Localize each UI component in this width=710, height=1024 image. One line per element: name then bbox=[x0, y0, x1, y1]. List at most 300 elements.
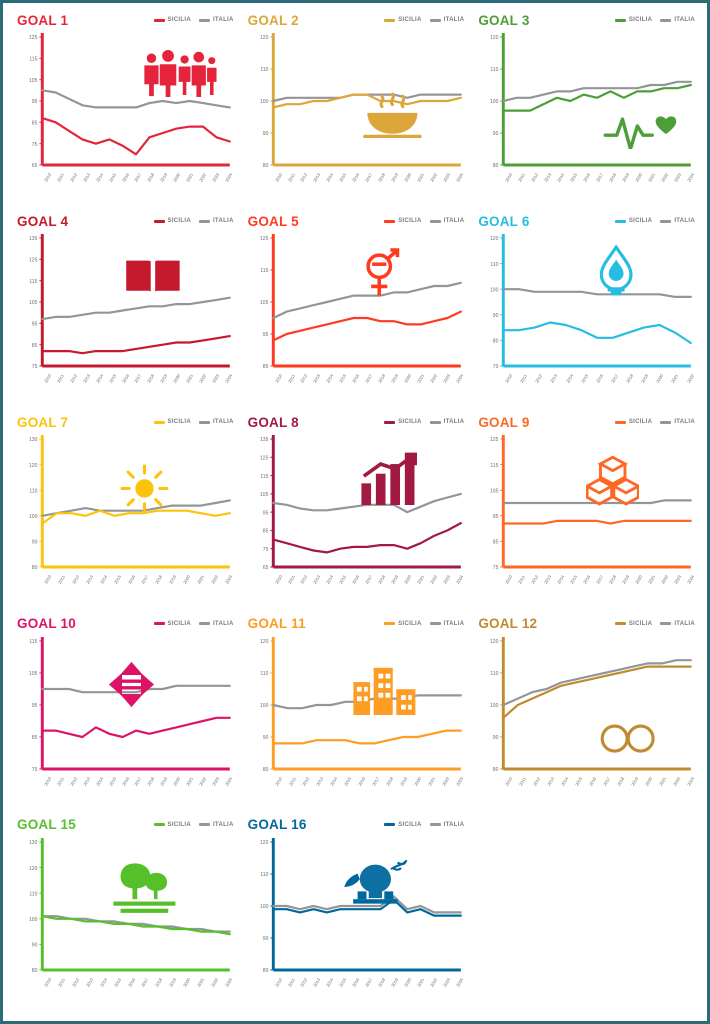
svg-text:75: 75 bbox=[31, 766, 38, 773]
legend-item-italia bbox=[430, 419, 465, 425]
legend-swatch-sicilia bbox=[615, 421, 626, 424]
legend-swatch-italia bbox=[660, 622, 671, 625]
x-axis-label: 2020 bbox=[172, 373, 182, 384]
legend-swatch-italia bbox=[660, 421, 671, 424]
x-axis-label: 2022 bbox=[210, 977, 220, 988]
svg-text:115: 115 bbox=[259, 268, 269, 275]
x-axis-label: 2011 bbox=[287, 775, 297, 787]
x-axis bbox=[273, 373, 465, 384]
legend-item-italia bbox=[430, 17, 465, 23]
x-axis-label: 2015 bbox=[107, 172, 117, 183]
x-axis bbox=[504, 172, 695, 183]
legend-item-italia bbox=[430, 218, 465, 224]
svg-text:100: 100 bbox=[259, 702, 269, 709]
x-axis-label: 2024 bbox=[224, 172, 234, 183]
legend-item-italia bbox=[430, 621, 465, 627]
svg-text:75: 75 bbox=[262, 547, 269, 554]
x-axis-label: 2023 bbox=[455, 775, 465, 787]
svg-text:75: 75 bbox=[31, 141, 38, 148]
legend-label-sicilia: SICILIA bbox=[398, 419, 422, 426]
svg-text:130: 130 bbox=[28, 839, 38, 847]
chart-card-goal-12 bbox=[472, 613, 699, 814]
legend-label-italia: ITALIA bbox=[212, 218, 234, 225]
svg-text:80: 80 bbox=[493, 766, 499, 773]
x-axis-label: 2018 bbox=[615, 775, 625, 787]
svg-text:125: 125 bbox=[28, 35, 38, 42]
x-axis-label: 2018 bbox=[146, 172, 156, 183]
x-axis-label: 2016 bbox=[120, 373, 130, 384]
x-axis-label: 2018 bbox=[154, 574, 164, 586]
x-axis-label: 2018 bbox=[607, 574, 617, 586]
legend-item-sicilia bbox=[384, 621, 421, 627]
x-axis-label: 2017 bbox=[601, 775, 611, 787]
x-axis-label: 2018 bbox=[146, 373, 156, 384]
x-axis-label: 2010 bbox=[504, 373, 514, 384]
x-axis-label: 2012 bbox=[534, 373, 544, 384]
svg-text:135: 135 bbox=[28, 236, 38, 243]
x-axis-label: 2015 bbox=[569, 574, 579, 586]
plot-area bbox=[244, 230, 467, 384]
x-axis-label: 2014 bbox=[556, 172, 566, 183]
plot-area bbox=[244, 633, 467, 787]
legend-item-sicilia bbox=[615, 621, 652, 627]
chart-grid bbox=[11, 9, 699, 1015]
plot-area bbox=[244, 431, 467, 586]
x-axis-label: 2022 bbox=[210, 574, 220, 586]
x-axis-label: 2017 bbox=[594, 172, 604, 183]
svg-text:110: 110 bbox=[490, 67, 499, 74]
svg-text:90: 90 bbox=[31, 539, 38, 547]
x-axis-label: 2020 bbox=[413, 775, 423, 787]
svg-text:80: 80 bbox=[262, 766, 269, 773]
legend-label-italia: ITALIA bbox=[443, 419, 465, 426]
legend-label-italia: ITALIA bbox=[443, 821, 465, 828]
x-axis-label: 2012 bbox=[70, 574, 80, 586]
x-axis-label: 2010 bbox=[273, 977, 283, 988]
x-axis-label: 2020 bbox=[182, 574, 192, 586]
x-axis bbox=[504, 574, 695, 586]
x-axis-label: 2024 bbox=[455, 977, 465, 988]
x-axis-label: 2021 bbox=[670, 373, 680, 384]
goal-title: GOAL 10 bbox=[17, 616, 76, 632]
x-axis-label: 2023 bbox=[224, 977, 234, 988]
x-axis-label: 2013 bbox=[549, 373, 559, 384]
svg-text:125: 125 bbox=[28, 257, 38, 264]
x-axis-label: 2021 bbox=[185, 775, 195, 787]
x-axis-label: 2017 bbox=[140, 574, 150, 586]
x-axis-label: 2015 bbox=[107, 775, 117, 787]
x-axis-label: 2023 bbox=[442, 574, 452, 586]
svg-text:80: 80 bbox=[262, 967, 269, 975]
plot-area bbox=[13, 230, 236, 384]
legend-item-sicilia bbox=[154, 17, 191, 23]
x-axis bbox=[43, 977, 234, 988]
svg-text:95: 95 bbox=[262, 332, 269, 339]
svg-text:105: 105 bbox=[28, 670, 38, 677]
legend-item-sicilia bbox=[154, 621, 191, 627]
svg-text:75: 75 bbox=[493, 565, 499, 572]
legend-item-sicilia bbox=[384, 419, 421, 425]
x-axis-label: 2023 bbox=[672, 172, 682, 183]
x-axis-label: 2014 bbox=[325, 172, 335, 183]
legend-item-sicilia bbox=[615, 17, 652, 23]
legend-label-italia: ITALIA bbox=[443, 620, 465, 627]
x-axis-label: 2017 bbox=[364, 977, 374, 988]
svg-text:130: 130 bbox=[28, 437, 38, 444]
legend-label-italia: ITALIA bbox=[443, 17, 465, 23]
x-axis-label: 2010 bbox=[504, 775, 514, 787]
legend-label-italia: ITALIA bbox=[674, 620, 695, 627]
x-axis-label: 2014 bbox=[325, 373, 335, 384]
x-axis-label: 2018 bbox=[607, 172, 617, 183]
svg-text:105: 105 bbox=[490, 488, 499, 495]
x-axis-label: 2010 bbox=[43, 373, 53, 384]
x-axis bbox=[43, 373, 234, 384]
goal-title: GOAL 16 bbox=[247, 817, 307, 833]
svg-text:80: 80 bbox=[493, 163, 499, 170]
goal-title: GOAL 5 bbox=[247, 213, 299, 229]
x-axis-label: 2022 bbox=[659, 172, 669, 183]
legend-item-italia bbox=[199, 17, 234, 23]
x-axis-label: 2017 bbox=[371, 775, 381, 787]
legend-swatch-sicilia bbox=[384, 19, 395, 22]
x-axis-label: 2023 bbox=[211, 373, 221, 384]
x-axis-label: 2024 bbox=[224, 775, 234, 787]
svg-text:85: 85 bbox=[31, 734, 38, 741]
x-axis-label: 2021 bbox=[646, 172, 656, 183]
x-axis-label: 2013 bbox=[543, 172, 553, 183]
legend-swatch-sicilia bbox=[154, 622, 165, 625]
x-axis-label: 2020 bbox=[403, 574, 413, 586]
x-axis-label: 2012 bbox=[301, 775, 311, 787]
x-axis-label: 2022 bbox=[429, 373, 439, 384]
legend-item-sicilia bbox=[615, 218, 652, 224]
x-axis-label: 2015 bbox=[338, 977, 348, 988]
svg-text:125: 125 bbox=[259, 236, 269, 243]
x-axis-label: 2016 bbox=[351, 977, 361, 988]
x-axis bbox=[273, 977, 465, 988]
x-axis bbox=[504, 373, 695, 384]
svg-text:110: 110 bbox=[490, 261, 499, 269]
x-axis-label: 2013 bbox=[315, 775, 325, 787]
legend-swatch-sicilia bbox=[384, 421, 395, 424]
x-axis-label: 2018 bbox=[154, 977, 164, 988]
x-axis-label: 2021 bbox=[196, 977, 206, 988]
x-axis-label: 2024 bbox=[455, 574, 465, 586]
chart-card-goal-15 bbox=[11, 814, 238, 1015]
x-axis-label: 2019 bbox=[168, 977, 178, 988]
chart-legend bbox=[615, 419, 695, 425]
x-axis-label: 2023 bbox=[672, 574, 682, 586]
svg-text:70: 70 bbox=[493, 364, 499, 371]
svg-text:85: 85 bbox=[31, 120, 38, 127]
legend-label-sicilia: SICILIA bbox=[398, 218, 422, 225]
x-axis-label: 2012 bbox=[68, 775, 78, 787]
svg-text:100: 100 bbox=[28, 916, 38, 923]
legend-item-italia bbox=[660, 621, 695, 627]
chart-card-goal-8 bbox=[242, 411, 469, 612]
x-axis-label: 2021 bbox=[185, 172, 195, 183]
x-axis-label: 2016 bbox=[120, 775, 130, 787]
legend-item-sicilia bbox=[384, 17, 421, 23]
x-axis-label: 2020 bbox=[633, 172, 643, 183]
x-axis-label: 2024 bbox=[224, 373, 234, 384]
x-axis-label: 2019 bbox=[399, 775, 409, 787]
x-axis-label: 2020 bbox=[182, 977, 192, 988]
x-axis-label: 2017 bbox=[133, 172, 143, 183]
goal-title: GOAL 4 bbox=[17, 213, 69, 229]
goal-title: GOAL 15 bbox=[17, 817, 76, 833]
x-axis-label: 2012 bbox=[530, 574, 540, 586]
svg-text:85: 85 bbox=[493, 539, 499, 547]
x-axis-label: 2017 bbox=[140, 977, 150, 988]
x-axis-label: 2014 bbox=[556, 574, 566, 586]
chart-legend bbox=[384, 822, 464, 828]
x-axis bbox=[43, 172, 234, 183]
svg-text:120: 120 bbox=[259, 35, 269, 42]
x-axis-label: 2021 bbox=[657, 775, 667, 787]
chart-header bbox=[244, 413, 467, 431]
svg-text:120: 120 bbox=[259, 839, 269, 847]
chart-header bbox=[13, 816, 236, 834]
svg-text:85: 85 bbox=[31, 343, 38, 350]
legend-label-sicilia: SICILIA bbox=[628, 620, 653, 627]
x-axis-label: 2021 bbox=[427, 775, 437, 787]
x-axis-label: 2022 bbox=[671, 775, 681, 787]
svg-text:85: 85 bbox=[262, 528, 269, 536]
x-axis-label: 2010 bbox=[273, 373, 283, 384]
x-axis-label: 2011 bbox=[56, 172, 65, 183]
x-axis bbox=[43, 775, 234, 787]
x-axis-label: 2012 bbox=[299, 977, 309, 988]
goal-title: GOAL 9 bbox=[478, 414, 530, 430]
x-axis-label: 2024 bbox=[455, 373, 465, 384]
x-axis-label: 2012 bbox=[299, 172, 309, 183]
x-axis-label: 2018 bbox=[377, 373, 387, 384]
x-axis-label: 2019 bbox=[640, 373, 650, 384]
legend-swatch-italia bbox=[660, 19, 671, 22]
x-axis-label: 2023 bbox=[442, 977, 452, 988]
svg-text:80: 80 bbox=[31, 967, 38, 975]
x-axis-label: 2016 bbox=[587, 775, 597, 787]
svg-text:115: 115 bbox=[259, 474, 269, 481]
x-axis-label: 2018 bbox=[377, 172, 387, 183]
x-axis-label: 2020 bbox=[655, 373, 665, 384]
chart-legend bbox=[384, 17, 464, 23]
x-axis-label: 2017 bbox=[133, 775, 143, 787]
goal-title: GOAL 8 bbox=[247, 414, 299, 430]
x-axis-label: 2021 bbox=[196, 574, 206, 586]
svg-text:90: 90 bbox=[262, 935, 269, 943]
plot-area bbox=[244, 29, 467, 183]
x-axis-label: 2011 bbox=[286, 574, 296, 586]
legend-item-italia bbox=[660, 419, 695, 425]
x-axis-label: 2014 bbox=[94, 775, 104, 787]
chart-card-goal-2 bbox=[242, 9, 469, 210]
x-axis-label: 2013 bbox=[312, 574, 322, 586]
x-axis-label: 2011 bbox=[56, 373, 65, 384]
chart-header bbox=[13, 413, 236, 431]
x-axis-label: 2013 bbox=[81, 775, 91, 787]
svg-text:95: 95 bbox=[262, 510, 269, 517]
x-axis-label: 2015 bbox=[112, 977, 122, 988]
x-axis-label: 2018 bbox=[146, 775, 156, 787]
x-axis bbox=[273, 172, 465, 183]
svg-text:120: 120 bbox=[490, 35, 499, 42]
svg-text:125: 125 bbox=[490, 437, 499, 444]
x-axis-label: 2012 bbox=[532, 775, 542, 787]
legend-swatch-italia bbox=[199, 19, 210, 22]
x-axis-label: 2010 bbox=[43, 172, 53, 183]
legend-item-sicilia bbox=[154, 218, 191, 224]
chart-header bbox=[13, 615, 236, 633]
x-axis-label: 2019 bbox=[390, 172, 400, 183]
plot-area bbox=[474, 633, 697, 787]
x-axis-label: 2015 bbox=[338, 373, 348, 384]
legend-label-italia: ITALIA bbox=[443, 218, 465, 225]
legend-item-italia bbox=[199, 419, 234, 425]
x-axis-label: 2010 bbox=[504, 172, 514, 183]
legend-swatch-italia bbox=[199, 421, 210, 424]
x-axis-label: 2019 bbox=[159, 373, 169, 384]
legend-item-italia bbox=[660, 218, 695, 224]
svg-text:110: 110 bbox=[259, 67, 269, 74]
x-axis-label: 2022 bbox=[441, 775, 451, 787]
svg-text:90: 90 bbox=[262, 734, 269, 741]
chart-card-goal-4 bbox=[11, 210, 238, 411]
x-axis-label: 2011 bbox=[57, 977, 66, 988]
svg-text:105: 105 bbox=[28, 300, 38, 307]
x-axis bbox=[43, 574, 234, 586]
x-axis-label: 2016 bbox=[351, 574, 361, 586]
x-axis bbox=[273, 574, 465, 586]
svg-text:100: 100 bbox=[490, 287, 499, 294]
x-axis-label: 2010 bbox=[43, 775, 53, 787]
plot-area bbox=[474, 230, 697, 384]
x-axis-label: 2011 bbox=[517, 172, 527, 183]
x-axis-label: 2014 bbox=[329, 775, 339, 787]
x-axis-label: 2022 bbox=[429, 172, 439, 183]
x-axis-label: 2013 bbox=[81, 373, 91, 384]
chart-legend bbox=[154, 822, 234, 828]
x-axis-label: 2016 bbox=[581, 574, 591, 586]
legend-swatch-sicilia bbox=[154, 823, 165, 826]
x-axis-label: 2010 bbox=[273, 574, 283, 586]
x-axis-label: 2017 bbox=[133, 373, 143, 384]
svg-text:120: 120 bbox=[28, 463, 38, 470]
chart-card-goal-5 bbox=[242, 210, 469, 411]
chart-legend bbox=[154, 218, 234, 224]
svg-text:95: 95 bbox=[493, 514, 499, 521]
x-axis-label: 2012 bbox=[299, 574, 309, 586]
svg-text:100: 100 bbox=[490, 99, 499, 106]
legend-swatch-italia bbox=[430, 220, 441, 223]
x-axis-label: 2020 bbox=[633, 574, 643, 586]
x-axis-label: 2017 bbox=[594, 574, 604, 586]
plot-area bbox=[13, 431, 236, 586]
chart-header bbox=[244, 615, 467, 633]
legend-label-sicilia: SICILIA bbox=[167, 17, 191, 23]
x-axis-label: 2011 bbox=[57, 574, 66, 586]
goal-title: GOAL 2 bbox=[247, 12, 299, 28]
legend-swatch-sicilia bbox=[154, 421, 165, 424]
x-axis-label: 2011 bbox=[286, 172, 296, 183]
x-axis-label: 2011 bbox=[517, 574, 527, 586]
x-axis-label: 2018 bbox=[377, 574, 387, 586]
x-axis-label: 2015 bbox=[569, 172, 579, 183]
legend-label-sicilia: SICILIA bbox=[398, 17, 422, 23]
legend-swatch-sicilia bbox=[154, 19, 165, 22]
x-axis-label: 2010 bbox=[43, 574, 53, 586]
x-axis-label: 2020 bbox=[403, 172, 413, 183]
x-axis-label: 2019 bbox=[390, 574, 400, 586]
x-axis-label: 2024 bbox=[685, 574, 695, 586]
svg-text:120: 120 bbox=[28, 865, 38, 872]
svg-text:110: 110 bbox=[29, 488, 38, 495]
x-axis-label: 2016 bbox=[126, 574, 136, 586]
svg-text:100: 100 bbox=[259, 903, 269, 911]
x-axis-label: 2016 bbox=[126, 977, 136, 988]
chart-header bbox=[13, 212, 236, 230]
x-axis-label: 2015 bbox=[338, 172, 348, 183]
x-axis-label: 2014 bbox=[94, 172, 104, 183]
x-axis-label: 2015 bbox=[107, 373, 117, 384]
x-axis-label: 2012 bbox=[530, 172, 540, 183]
plot-area bbox=[244, 834, 467, 988]
svg-text:120: 120 bbox=[259, 638, 269, 645]
svg-text:90: 90 bbox=[262, 131, 269, 138]
x-axis-label: 2020 bbox=[403, 977, 413, 988]
x-axis-label: 2019 bbox=[159, 775, 169, 787]
x-axis-label: 2013 bbox=[84, 977, 94, 988]
x-axis-label: 2023 bbox=[211, 775, 221, 787]
svg-text:80: 80 bbox=[31, 565, 38, 572]
x-axis-label: 2018 bbox=[377, 977, 387, 988]
legend-swatch-italia bbox=[199, 823, 210, 826]
svg-text:115: 115 bbox=[490, 463, 499, 470]
chart-header bbox=[474, 615, 697, 633]
x-axis-label: 2016 bbox=[351, 373, 361, 384]
svg-text:110: 110 bbox=[259, 670, 269, 677]
x-axis-label: 2019 bbox=[390, 373, 400, 384]
x-axis-label: 2020 bbox=[172, 172, 182, 183]
x-axis-label: 2017 bbox=[364, 373, 374, 384]
goal-title: GOAL 7 bbox=[17, 414, 69, 430]
x-axis-label: 2021 bbox=[185, 373, 195, 384]
svg-text:75: 75 bbox=[31, 364, 38, 371]
x-axis-label: 2023 bbox=[211, 172, 221, 183]
legend-item-italia bbox=[660, 17, 695, 23]
plot-area bbox=[474, 431, 697, 586]
x-axis-label: 2011 bbox=[56, 775, 65, 787]
x-axis-label: 2024 bbox=[685, 172, 695, 183]
svg-text:115: 115 bbox=[29, 56, 38, 63]
legend-label-sicilia: SICILIA bbox=[398, 620, 422, 627]
plot-area bbox=[13, 29, 236, 183]
x-axis-label: 2019 bbox=[629, 775, 639, 787]
legend-label-sicilia: SICILIA bbox=[628, 218, 653, 225]
svg-text:95: 95 bbox=[31, 702, 38, 709]
x-axis-label: 2021 bbox=[416, 977, 426, 988]
x-axis-label: 2013 bbox=[81, 172, 91, 183]
x-axis-label: 2010 bbox=[273, 172, 283, 183]
legend-swatch-italia bbox=[430, 823, 441, 826]
legend-swatch-sicilia bbox=[384, 622, 395, 625]
x-axis-label: 2010 bbox=[504, 574, 514, 586]
legend-swatch-italia bbox=[430, 622, 441, 625]
legend-item-sicilia bbox=[154, 822, 191, 828]
x-axis-label: 2021 bbox=[416, 373, 426, 384]
